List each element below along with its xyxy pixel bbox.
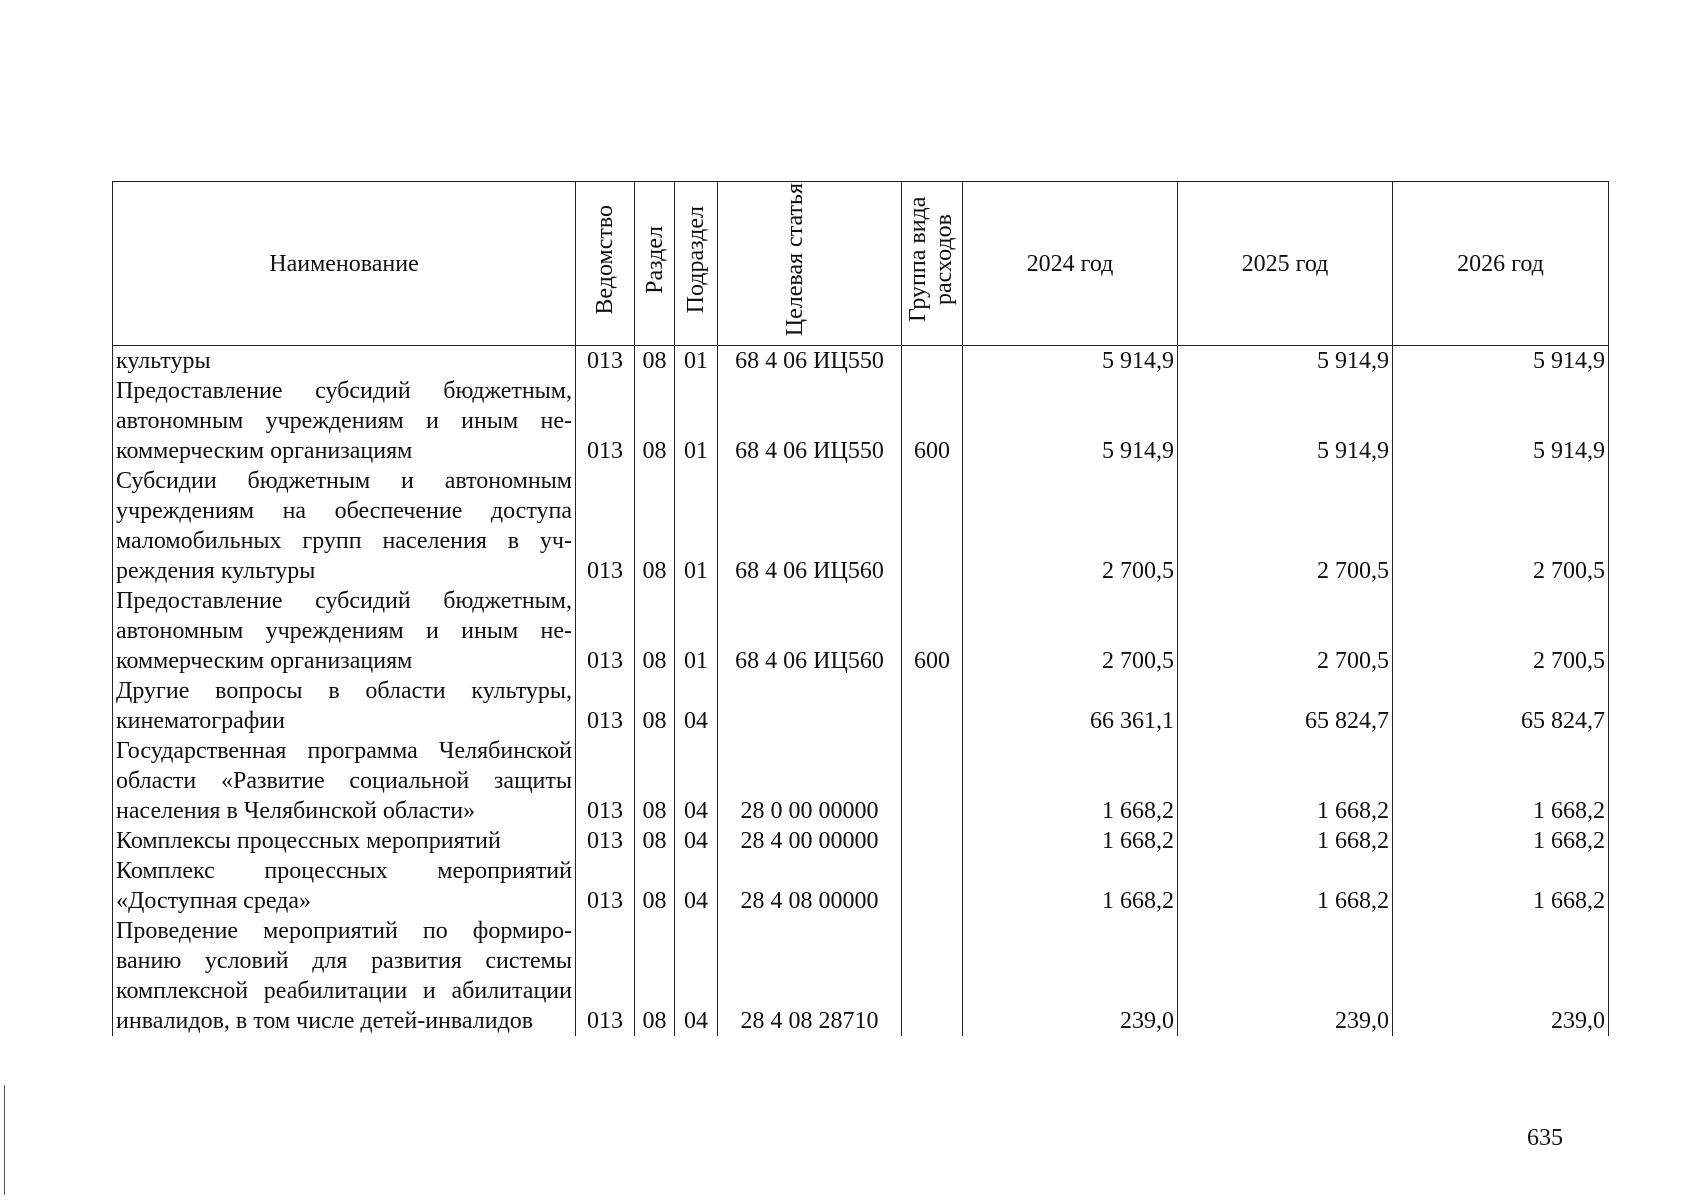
cell-name: Другие вопросы в области культуры, кинематографии [113,676,576,736]
cell-expense-group: 600 [902,376,963,466]
table-row [113,376,1609,466]
cell-expense-group [902,676,963,736]
cell-target-article: 28 0 00 00000 [718,736,902,826]
cell-year-2025: 239,0 [1178,916,1393,1036]
table-row [113,736,1609,826]
scan-edge-line [4,1085,5,1195]
cell-subsection: 04 [675,676,718,736]
cell-year-2026: 2 700,5 [1393,466,1609,586]
cell-year-2024: 66 361,1 [963,676,1178,736]
cell-year-2025: 5 914,9 [1178,346,1393,377]
cell-target-article: 68 4 06 ИЦ560 [718,466,902,586]
cell-year-2025: 5 914,9 [1178,376,1393,466]
cell-target-article: 68 4 06 ИЦ550 [718,346,902,377]
cell-section: 08 [635,736,675,826]
cell-subsection: 04 [675,736,718,826]
cell-name: Предоставление субсидий бюджетным, автономным учреждениям и иным некоммерческим организациям [113,586,576,676]
cell-target-article: 28 4 00 00000 [718,826,902,856]
cell-expense-group [902,826,963,856]
cell-year-2025: 2 700,5 [1178,466,1393,586]
cell-year-2026: 5 914,9 [1393,376,1609,466]
cell-target-article: 28 4 08 00000 [718,856,902,916]
cell-ministry: 013 [576,376,635,466]
cell-section: 08 [635,676,675,736]
cell-year-2026: 239,0 [1393,916,1609,1036]
cell-year-2025: 65 824,7 [1178,676,1393,736]
cell-ministry: 013 [576,676,635,736]
cell-expense-group [902,916,963,1036]
header-target-article: Целевая статья [718,182,902,346]
cell-section: 08 [635,586,675,676]
page-number: 635 [1527,1125,1563,1151]
cell-section: 08 [635,826,675,856]
cell-section: 08 [635,376,675,466]
table-row [113,346,1609,377]
cell-expense-group [902,856,963,916]
cell-subsection: 01 [675,376,718,466]
cell-ministry: 013 [576,856,635,916]
cell-subsection: 04 [675,856,718,916]
cell-year-2024: 2 700,5 [963,586,1178,676]
cell-year-2026: 2 700,5 [1393,586,1609,676]
cell-year-2024: 1 668,2 [963,856,1178,916]
cell-subsection: 01 [675,586,718,676]
cell-ministry: 013 [576,346,635,377]
cell-expense-group [902,346,963,377]
cell-year-2025: 1 668,2 [1178,856,1393,916]
cell-section: 08 [635,466,675,586]
header-section: Раздел [635,182,675,346]
cell-target-article: 28 4 08 28710 [718,916,902,1036]
header-row [113,182,1609,346]
table-row [113,916,1609,1036]
cell-year-2024: 239,0 [963,916,1178,1036]
cell-name: культуры [113,346,576,377]
cell-ministry: 013 [576,466,635,586]
header-year-2026: 2026 год [1393,182,1609,346]
cell-section: 08 [635,856,675,916]
header-year-2025: 2025 год [1178,182,1393,346]
header-ministry: Ведомство [576,182,635,346]
table-row [113,826,1609,856]
cell-year-2025: 1 668,2 [1178,736,1393,826]
cell-year-2025: 1 668,2 [1178,826,1393,856]
cell-name: Проведение мероприятий по формированию условий для развития системы комплексной реабилитации и абилитации инвалидов, в том числе детей-инвалидов [113,916,576,1036]
header-expense-group: Группа вида расходов [902,182,963,346]
cell-name: Субсидии бюджетным и автономным учреждениям на обеспечение доступа маломобильных групп населения в учреждения культуры [113,466,576,586]
budget-table [112,181,1609,1036]
cell-year-2024: 2 700,5 [963,466,1178,586]
cell-year-2024: 5 914,9 [963,376,1178,466]
cell-name: Государственная программа Челябинской области «Развитие социальной защиты населения в Челябинской области» [113,736,576,826]
cell-year-2026: 65 824,7 [1393,676,1609,736]
cell-subsection: 04 [675,916,718,1036]
header-year-2024: 2024 год [963,182,1178,346]
cell-year-2026: 1 668,2 [1393,826,1609,856]
cell-year-2026: 1 668,2 [1393,856,1609,916]
cell-section: 08 [635,346,675,377]
cell-ministry: 013 [576,916,635,1036]
cell-expense-group [902,736,963,826]
cell-year-2024: 1 668,2 [963,736,1178,826]
table-row [113,856,1609,916]
cell-name: Предоставление субсидий бюджетным, автономным учреждениям и иным некоммерческим организациям [113,376,576,466]
table-row [113,676,1609,736]
cell-name: Комплексы процессных мероприятий [113,826,576,856]
cell-section: 08 [635,916,675,1036]
header-name: Наименование [113,182,576,346]
cell-subsection: 04 [675,826,718,856]
header-subsection: Подраздел [675,182,718,346]
cell-year-2026: 5 914,9 [1393,346,1609,377]
cell-expense-group [902,466,963,586]
cell-subsection: 01 [675,466,718,586]
cell-subsection: 01 [675,346,718,377]
cell-name: Комплекс процессных мероприятий «Доступная среда» [113,856,576,916]
table-row [113,466,1609,586]
cell-target-article: 68 4 06 ИЦ550 [718,376,902,466]
cell-target-article: 68 4 06 ИЦ560 [718,586,902,676]
cell-expense-group: 600 [902,586,963,676]
cell-year-2025: 2 700,5 [1178,586,1393,676]
cell-ministry: 013 [576,736,635,826]
cell-year-2024: 5 914,9 [963,346,1178,377]
cell-year-2026: 1 668,2 [1393,736,1609,826]
cell-target-article [718,676,902,736]
cell-year-2024: 1 668,2 [963,826,1178,856]
cell-ministry: 013 [576,826,635,856]
table-row [113,586,1609,676]
cell-ministry: 013 [576,586,635,676]
